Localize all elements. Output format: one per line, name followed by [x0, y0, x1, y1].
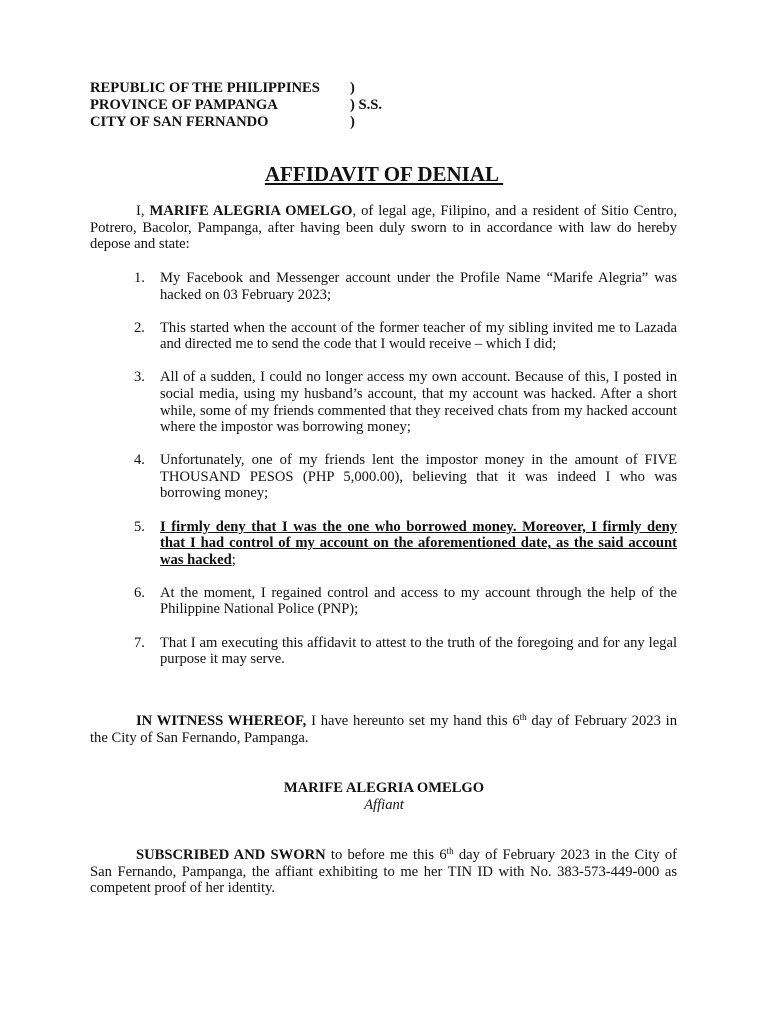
statement-list: [90, 270, 677, 684]
statement-punctuation: ;: [231, 551, 236, 568]
ordinal-suffix: th: [519, 712, 527, 722]
statement-item: [90, 635, 677, 668]
witness-text: I have hereunto set my hand this 6: [306, 713, 520, 729]
statement-text: Unfortunately, one of my friends lent the impostor money in the amount of FIVE THOUSAND PESOS (PHP 5,000.00), believing that it was indeed I who was borrowing money;: [160, 452, 677, 502]
affiant-signature-block: [0, 780, 768, 813]
intro-rest: , of legal age, Filipino, and a resident of Sitio Centro, Potrero, Bacolor, Pampanga, after having been duly sworn to in accordance with law do hereby depose and state:: [90, 203, 677, 253]
venue-bracket: ): [350, 114, 355, 130]
witness-text-end: day of February 2023 in the City of San Fernando, Pampanga.: [90, 713, 677, 746]
statement-item: [90, 585, 677, 618]
jurat-paragraph: [90, 847, 677, 897]
document-title-text: AFFIDAVIT OF DENIAL: [264, 162, 504, 186]
statement-text: This started when the account of the former teacher of my sibling invited me to Lazada and directed me to send the code that I would receive – which I did;: [160, 319, 677, 353]
statement-number: 5.: [134, 518, 145, 535]
statement-number: 6.: [134, 584, 145, 601]
statement-number: 1.: [134, 270, 145, 286]
intro-paragraph: [90, 203, 677, 253]
statement-item: [90, 452, 677, 502]
statement-item: [90, 369, 677, 435]
statement-number: 4.: [134, 452, 145, 469]
jurat-lead: SUBSCRIBED AND SWORN: [136, 847, 326, 863]
statement-item: [90, 320, 677, 353]
statement-number: 3.: [134, 369, 145, 386]
denial-statement-text: I firmly deny that I was the one who borrowed money. Moreover, I firmly deny that I had control of my account on the aforementioned date, as the said account was hacked: [160, 518, 677, 568]
ordinal-suffix: th: [446, 846, 454, 856]
statement-item-denial: [90, 519, 677, 569]
venue-bracket: ): [350, 80, 355, 96]
venue-country: REPUBLIC OF THE PHILIPPINES: [90, 80, 320, 96]
affiant-role: Affiant: [364, 796, 404, 813]
jurat-text-end: day of February 2023 in the City of San Fernando, Pampanga, the affiant exhibiting to me her TIN ID with No. 383-573-449-000 as competent proof of her identity.: [90, 847, 677, 897]
statement-text: At the moment, I regained control and access to my account through the help of the Philippine National Police (PNP);: [160, 584, 677, 618]
intro-lead: I,: [136, 203, 150, 219]
affiant-name: MARIFE ALEGRIA OMELGO: [283, 780, 485, 796]
witness-paragraph: [90, 713, 677, 746]
statement-text: All of a sudden, I could no longer access my own account. Because of this, I posted in social media, using my husband’s account, that my account was hacked. After a short while, some of my friends commented that they received chats from my hacked account where the impostor was borrowing money;: [160, 369, 677, 436]
document-title: [0, 162, 768, 186]
jurat-text: to before me this 6: [325, 847, 447, 863]
venue-province: PROVINCE OF PAMPANGA: [90, 97, 278, 113]
statement-item: [90, 270, 677, 303]
witness-lead: IN WITNESS WHEREOF,: [136, 713, 307, 729]
statement-text: My Facebook and Messenger account under the Profile Name “Marife Alegria” was hacked on 03 February 2023;: [160, 270, 677, 303]
statement-number: 7.: [134, 634, 145, 651]
statement-text: That I am executing this affidavit to attest to the truth of the foregoing and for any legal purpose it may serve.: [160, 634, 677, 668]
venue-city: CITY OF SAN FERNANDO: [90, 114, 269, 130]
affiant-name-inline: MARIFE ALEGRIA OMELGO: [149, 203, 353, 219]
statement-number: 2.: [134, 319, 145, 336]
venue-ss-mark: ) S.S.: [350, 97, 383, 113]
